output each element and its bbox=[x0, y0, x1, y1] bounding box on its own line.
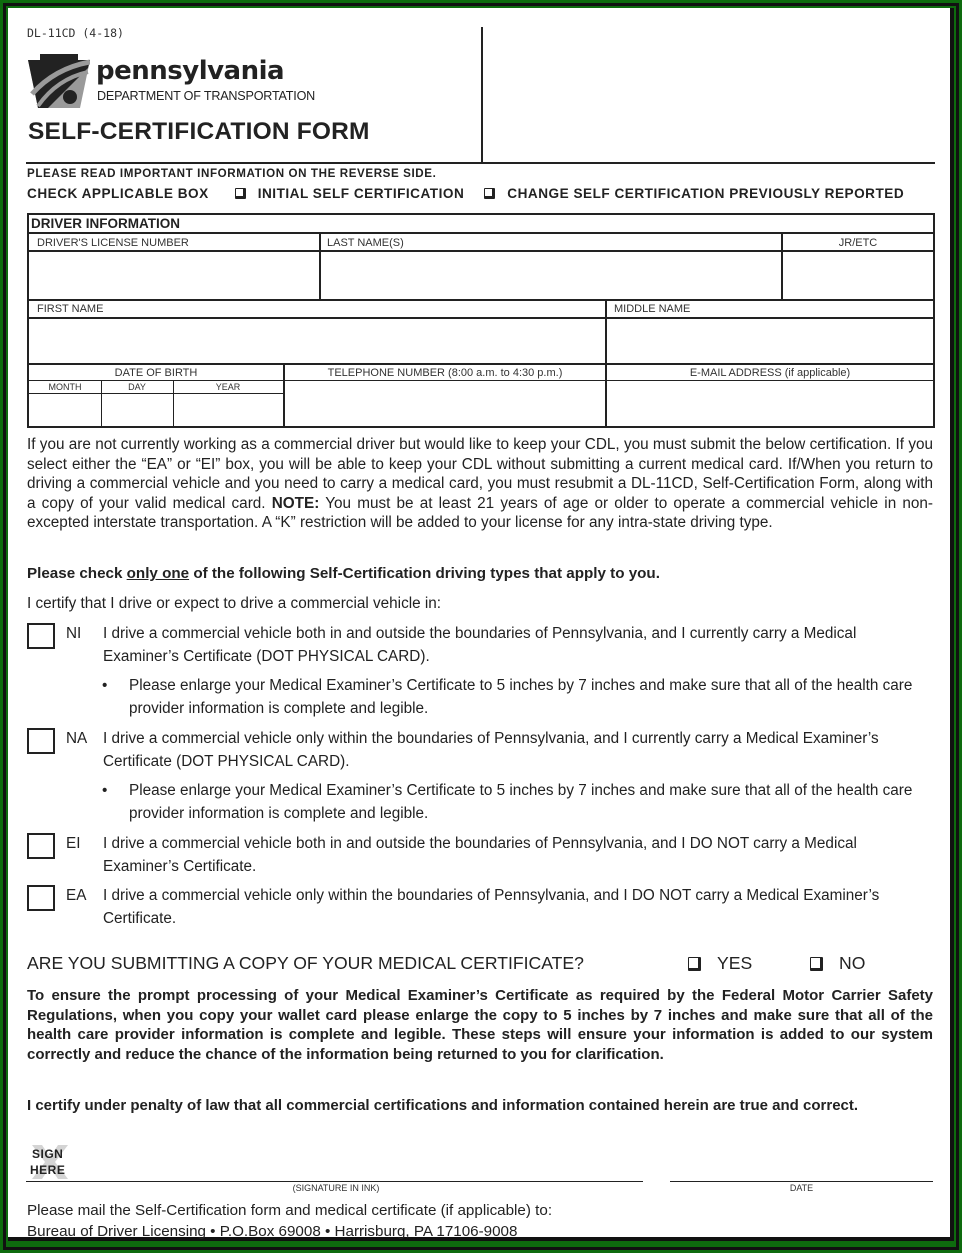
na-checkbox[interactable] bbox=[27, 728, 55, 754]
ei-checkbox[interactable] bbox=[27, 833, 55, 859]
instruction-suffix: of the following Self-Certification driving types that apply to you. bbox=[189, 565, 660, 582]
dob-label: DATE OF BIRTH bbox=[114, 367, 198, 379]
instruction-prefix: Please check bbox=[27, 565, 127, 582]
intro-text-part1: If you are not currently working as a commercial driver but would like to keep your CDL, you must submit the below certification. If you select either the “EA” or “EI” box, you will be able to keep your CDL without submitting a current medical card. If/When you return to driving a commercial vehicle and you need to carry a medical card, you must resubmit a DL-11CD, Self-Certification Form, along with a copy of your valid medical card. bbox=[27, 436, 933, 512]
email-label: E-MAIL ADDRESS (if applicable) bbox=[689, 367, 851, 379]
sign-label: SIGN bbox=[32, 1147, 64, 1161]
middle-name-label: MIDDLE NAME bbox=[614, 303, 691, 315]
keystone-logo-icon bbox=[28, 54, 90, 108]
ei-code: EI bbox=[66, 835, 81, 852]
sign-here-marker bbox=[30, 1143, 70, 1181]
ea-code: EA bbox=[66, 887, 87, 904]
year-label: YEAR bbox=[215, 382, 241, 392]
no-option bbox=[810, 953, 865, 974]
signature-line bbox=[26, 1181, 643, 1182]
intro-text-part2: You must be at least 21 years of age or older to operate a commercial vehicle in non-excepted interstate transportation. A “K” restriction will be added to your license for any intra-state driving type. bbox=[27, 494, 934, 531]
dob-day-input[interactable] bbox=[102, 394, 173, 428]
date-line bbox=[670, 1181, 933, 1182]
na-bullet-text: Please enlarge your Medical Examiner’s Certificate to 5 inches by 7 inches and make sure that all of the health care provider information is complete and legible. bbox=[129, 782, 913, 822]
first-name-input[interactable] bbox=[29, 319, 605, 363]
header-divider-horizontal bbox=[26, 162, 935, 164]
driving-type-na bbox=[27, 728, 933, 778]
driving-type-ea bbox=[27, 885, 933, 935]
ni-description: I drive a commercial vehicle both in and outside the boundaries of Pennsylvania, and I currently carry a Medical Examiner’s Certificate (DOT PHYSICAL CARD). bbox=[103, 625, 857, 665]
ei-description: I drive a commercial vehicle both in and outside the boundaries of Pennsylvania, and I DO NOT carry a Medical Examiner’s Certificate. bbox=[103, 835, 857, 875]
intro-paragraph bbox=[27, 435, 933, 533]
ea-description: I drive a commercial vehicle only within the boundaries of Pennsylvania, and I DO NOT carry a Medical Examiner’s Certificate. bbox=[103, 887, 880, 927]
signature-field[interactable] bbox=[80, 1150, 640, 1180]
suffix-label: JR/ETC bbox=[838, 237, 878, 249]
telephone-input[interactable] bbox=[285, 381, 605, 428]
bullet-icon: • bbox=[102, 677, 108, 694]
license-number-label: DRIVER'S LICENSE NUMBER bbox=[37, 237, 189, 249]
form-number: DL-11CD (4-18) bbox=[27, 26, 124, 40]
row-divider bbox=[29, 299, 933, 301]
change-certification-checkbox[interactable] bbox=[484, 188, 495, 199]
driving-type-ei bbox=[27, 833, 933, 883]
first-name-label: FIRST NAME bbox=[37, 303, 104, 315]
email-input[interactable] bbox=[607, 381, 933, 428]
dob-year-input[interactable] bbox=[174, 394, 283, 428]
row-divider bbox=[29, 363, 933, 365]
last-name-input[interactable] bbox=[321, 252, 781, 299]
initial-certification-label: INITIAL SELF CERTIFICATION bbox=[257, 186, 465, 201]
ni-bullet-text: Please enlarge your Medical Examiner’s Certificate to 5 inches by 7 inches and make sure that all of the health care provider information is complete and legible. bbox=[129, 677, 913, 717]
brand-name: pennsylvania bbox=[96, 56, 285, 86]
medical-copy-question: ARE YOU SUBMITTING A COPY OF YOUR MEDICAL CERTIFICATE? bbox=[27, 953, 584, 973]
instruction-emphasis: only one bbox=[126, 565, 190, 582]
na-description: I drive a commercial vehicle only within the boundaries of Pennsylvania, and I currently carry a Medical Examiner’s Certificate (DOT PHYSICAL CARD). bbox=[103, 730, 879, 770]
driving-type-ni bbox=[27, 623, 933, 673]
certification-type-row bbox=[27, 186, 904, 201]
telephone-label: TELEPHONE NUMBER (8:00 a.m. to 4:30 p.m.) bbox=[327, 367, 563, 379]
day-label: DAY bbox=[128, 382, 146, 392]
mailing-address: Bureau of Driver Licensing • P.O.Box 69008 • Harrisburg, PA 17106-9008 bbox=[27, 1223, 518, 1240]
no-checkbox[interactable] bbox=[810, 957, 823, 971]
reverse-side-notice: PLEASE READ IMPORTANT INFORMATION ON THE REVERSE SIDE. bbox=[27, 167, 437, 180]
header-divider-vertical bbox=[481, 27, 483, 163]
driver-information-table bbox=[27, 213, 935, 428]
signature-caption: (SIGNATURE IN INK) bbox=[292, 1183, 380, 1193]
initial-certification-checkbox[interactable] bbox=[235, 188, 246, 199]
date-caption: DATE bbox=[789, 1183, 814, 1193]
mailing-instruction: Please mail the Self-Certification form and medical certificate (if applicable) to: bbox=[27, 1202, 553, 1219]
here-label: HERE bbox=[30, 1163, 66, 1177]
na-code: NA bbox=[66, 730, 88, 747]
note-label: NOTE: bbox=[271, 494, 320, 512]
suffix-input[interactable] bbox=[783, 252, 933, 299]
date-field[interactable] bbox=[670, 1150, 933, 1180]
ea-checkbox[interactable] bbox=[27, 885, 55, 911]
check-applicable-label: CHECK APPLICABLE BOX bbox=[27, 186, 209, 201]
license-number-input[interactable] bbox=[29, 252, 319, 299]
check-only-one-instruction bbox=[27, 565, 660, 582]
ni-code: NI bbox=[66, 625, 82, 642]
no-label: NO bbox=[839, 953, 866, 973]
section-title: DRIVER INFORMATION bbox=[31, 216, 180, 231]
certification-statement: I certify under penalty of law that all commercial certifications and information contained herein are true and correct. bbox=[27, 1097, 859, 1114]
ni-checkbox[interactable] bbox=[27, 623, 55, 649]
row-divider bbox=[29, 232, 933, 234]
bullet-icon: • bbox=[102, 782, 108, 799]
processing-note: To ensure the prompt processing of your Medical Examiner’s Certificate as required by the Federal Motor Carrier Safety Regulations, when you copy your wallet card please enlarge the copy to 5 inches by 7 inches and make sure that all of the health care provider information is complete and legible. These steps will ensure your information is added to our system correctly and reduce the chance of the information being returned to you for clarification. bbox=[27, 987, 933, 1063]
last-name-label: LAST NAME(S) bbox=[327, 237, 404, 249]
middle-name-input[interactable] bbox=[607, 319, 933, 363]
page-title: SELF-CERTIFICATION FORM bbox=[28, 118, 370, 145]
yes-option bbox=[688, 953, 752, 974]
yes-label: YES bbox=[717, 953, 753, 973]
department-name: DEPARTMENT OF TRANSPORTATION bbox=[97, 89, 316, 103]
yes-checkbox[interactable] bbox=[688, 957, 701, 971]
change-certification-label: CHANGE SELF CERTIFICATION PREVIOUSLY REPORTED bbox=[507, 186, 905, 201]
dob-month-input[interactable] bbox=[29, 394, 101, 428]
certify-line: I certify that I drive or expect to drive a commercial vehicle in: bbox=[27, 595, 442, 612]
month-label: MONTH bbox=[48, 382, 82, 392]
